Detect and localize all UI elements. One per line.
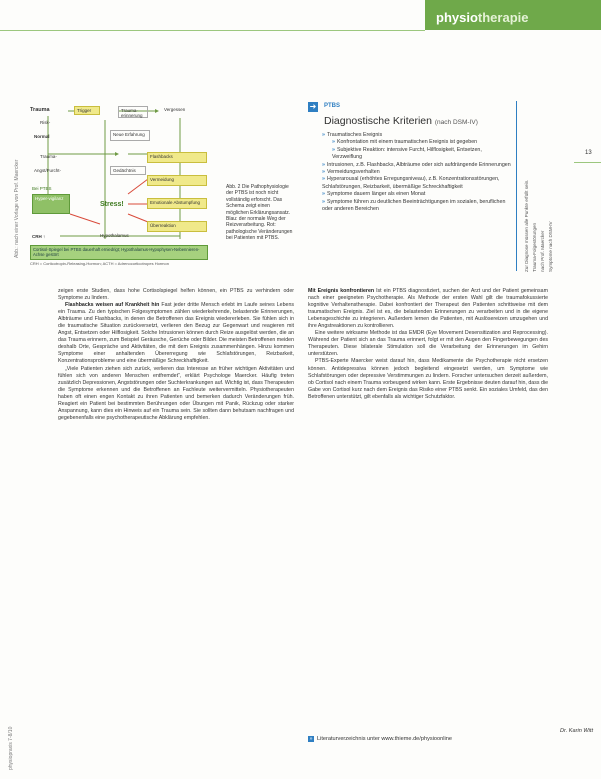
box-ueberreaktion: Überreaktion <box>147 221 207 232</box>
left-column <box>58 288 294 728</box>
bullet-icon: » <box>332 146 335 153</box>
diagram-bottom-bar: Cortisol-Spiegel bei PTBS dauerhaft erniedrigt; Hypothalamus-Hypophysen-Nebennieren-Achse gestört <box>30 245 208 260</box>
criteria-item-text: Symptome dauern länger als einen Monat <box>326 191 426 198</box>
paragraph-text: Fast jeder dritte Mensch erlebt im Laufe seines Lebens ein Trauma. Zu den typischen Folgesymptomen zählen wiederkehrende, belastende Erinnerungen, Albträume und Flashbacks, in denen die Betroffenen das Ereignis wiedererleben. Sie fühlen sich in die traumatische Situation zurückversetzt, verlieren den Bezug zur Gegenwart und reagieren mit Angst, Entsetzen oder Hilflosigkeit. Solche Intrusionen können durch Reize ausgelöst werden, die an das Trauma erinnern, zum Beispiel Geräusche, Gerüche oder Bilder. Die meisten Betroffenen meiden deshalb Orte, Gespräche und Aktivitäten, die mit dem Ereignis zusammenhängen. Hinzu kommen Symptome einer anhaltenden Übererregung wie Schlafstörungen, Reizbarkeit, Konzentrationsprobleme und eine übermäßige Schreckhaftigkeit. <box>58 302 294 365</box>
header-part1: physio <box>436 10 478 25</box>
criteria-item <box>322 147 512 162</box>
ptbs-tag: PTBS <box>324 103 341 109</box>
ptbs-title-text: Diagnostische Kriterien <box>324 115 432 127</box>
ptbs-side-text-1: Zur Diagnose müssen alle Punkte erfüllt sein. <box>524 179 529 272</box>
paragraph <box>308 358 548 400</box>
label-trauma: Trauma <box>30 107 50 113</box>
ptbs-box-rule <box>516 101 517 271</box>
paragraph-text: zeigen erste Studien, dass hohe Cortisolspiegel helfen können, ein PTBS zu verhindern oder Symptome zu lindern. <box>58 288 294 302</box>
label-bp: Bei PTBS <box>32 186 52 191</box>
criteria-item-text: Subjektive Reaktion: intensive Furcht, Hilflosigkeit, Entsetzen, Verzweiflung <box>332 146 482 161</box>
paragraph <box>308 288 548 330</box>
paragraph <box>58 366 294 422</box>
box-trauma-recall: Trauma-erinnerung <box>118 106 148 118</box>
bullet-icon: » <box>322 169 325 176</box>
criteria-item <box>322 132 512 139</box>
criteria-item <box>322 139 512 146</box>
box-vermeidung: Vermeidung <box>147 175 207 186</box>
arrow-icon: ➜ <box>309 102 317 111</box>
box-hypothalamus: Hypothalamus <box>100 233 129 238</box>
left-margin-credit: Abb.: nach einer Vorlage von Prof. Maercker <box>14 159 20 258</box>
criteria-list <box>322 132 512 213</box>
criteria-item <box>322 191 512 198</box>
box-trigger: Trigger <box>74 106 100 115</box>
box-hypervigilanz: Hyper-vigilanz <box>32 194 70 214</box>
bullet-icon: » <box>322 161 325 168</box>
paragraph-text: Ist ein PTBS diagnostiziert, suchen der Arzt und der Patient gemeinsam nach einer geeigneten Psychotherapie. Als Methode der ersten Wahl gilt die traumafokussierte kognitive Verhaltenstherapie. Dabei konfrontiert der Therapeut den Patienten schrittweise mit dem traumatischen Ereignis. Ziel ist es, die belastenden Erinnerungen zu verarbeiten und in die eigene Lebensgeschichte zu integrieren. Außerdem lernen die Patienten, mit Auslösereizen umzugehen und ihre Angstreaktionen zu kontrollieren. <box>308 288 548 330</box>
page-number: 13 <box>585 150 592 156</box>
author-name: Dr. Karin Witt <box>560 728 593 734</box>
box-emotionale-abstumpfung: Emotionale Abstumpfung <box>147 198 207 209</box>
criteria-item-text: Intrusionen, z.B. Flashbacks, Albträume oder sich aufdrängende Erinnerungen <box>326 161 511 168</box>
right-column <box>308 288 548 728</box>
criteria-item-text: Konfrontation mit einem traumatischen Ereignis ist gegeben <box>336 139 478 146</box>
label-risk: Risk- <box>40 120 51 125</box>
pathophysiology-diagram <box>30 104 220 269</box>
criteria-item <box>322 199 512 214</box>
bullet-icon: » <box>322 176 325 183</box>
criteria-item <box>322 176 512 191</box>
paragraph-text: „Viele Patienten ziehen sich zurück, verlieren das Interesse an früher wichtigen Aktivitäten und fühlen sich von anderen Menschen entfremdet“, erklärt Psychologe Maercker. Häufig treten zusätzlich Depressionen, Angststörungen oder Suchterkrankungen auf. Wichtig ist, dass Therapeuten die Symptome erkennen und die Betroffenen an Fachleute weitervermitteln. Physiotherapeuten haben oft einen engen Kontakt zu ihren Patienten und bemerken dadurch Veränderungen früh. Reagiert ein Patient bei bestimmten Berührungen oder Übungen mit Panik, Rückzug oder starker Anspannung, kann dies ein Hinweis auf ein Trauma sein. Sie sollten dann behutsam nachfragen und gegebenenfalls eine psychotherapeutische Abklärung empfehlen. <box>58 365 294 421</box>
paragraph-text: Eine weitere wirksame Methode ist das EMDR (Eye Movement Desensitization and Reprocessing). Während der Patient sich an das Trauma erinnert, folgt er mit den Augen den Fingerbewegungen des Therapeuten. Diese bilaterale Stimulation soll die Verarbeitung der Erinnerungen im Gehirn unterstützen. <box>308 330 548 358</box>
link-icon: » <box>309 736 313 742</box>
box-flashbacks: Flashbacks <box>147 152 207 163</box>
criteria-item-text: Hyperarousal (erhöhtes Erregungsniveau), z.B. Konzentrationsstörungen, Schlafstörungen, Reizbarkeit, übermäßige Schreckhaftigkeit <box>322 176 500 190</box>
paragraph-heading: Flashbacks weisen auf Krankheit hin <box>65 302 160 309</box>
ptbs-title-suffix: (nach DSM-IV) <box>434 119 478 126</box>
label-normal: Normal <box>34 134 50 139</box>
ptbs-side-text-4: Symptome nach DSM-IV <box>548 221 553 272</box>
paragraph-text: PTBS-Experte Maercker weist darauf hin, dass Medikamente die Psychotherapie nicht ersetzen können. Antidepressiva können jedoch begleitend eingesetzt werden, um Symptome wie Schlafstörungen oder depressive Verstimmungen zu lindern. Forscher untersuchen derzeit außerdem, ob Cortisol nach einem Trauma vorbeugend wirken kann. Erste Ergebnisse deuten darauf hin, dass die Gabe von Cortisol kurz nach dem Ereignis das Risiko einer PTBS senkt. Ein soziales Umfeld, das den Betroffenen unterstützt, gilt ebenfalls als wichtiger Schutzfaktor. <box>308 358 548 400</box>
footer-link[interactable] <box>308 736 452 742</box>
ptbs-criteria-box <box>308 101 513 271</box>
criteria-item <box>322 169 512 176</box>
diagram-caption: Abb. 2 Die Pathophysiologie der PTBS ist noch nicht vollständig erforscht. Das Schema zeigt einen möglichen Erklärungsansatz. Blau: der normale Weg der Reizverarbeitung. Rot: pathologische Veränderungen bei Patienten mit PTBS. <box>226 184 293 242</box>
criteria-item <box>322 162 512 169</box>
box-vergessen: Vergessen <box>164 107 186 112</box>
paragraph-heading: Mit Ereignis konfrontieren <box>308 288 375 294</box>
footer-link-text: Literaturverzeichnis unter www.thieme.de/physioonline <box>317 736 452 742</box>
criteria-item-text: Symptome führen zu deutlichen Beeinträchtigungen im sozialen, beruflichen oder anderen Bereichen <box>322 198 506 213</box>
criteria-item-text: Traumatisches Ereignis <box>326 132 383 138</box>
box-neue-erfahrung: Neue Erfahrung <box>110 130 150 141</box>
header-part2: therapie <box>477 10 529 25</box>
label-trauma-reaction: Trauma- <box>40 154 57 159</box>
header-rule <box>0 30 425 31</box>
section-header <box>425 0 601 30</box>
criteria-item-text: Vermeidungsverhalten <box>326 169 380 176</box>
bullet-icon: » <box>322 132 325 138</box>
page-number-rule <box>574 162 601 163</box>
label-angst: Angst/Furcht- <box>34 168 62 173</box>
label-crh: CRH ↑ <box>32 234 46 239</box>
paragraph <box>58 302 294 365</box>
label-stress: Stress! <box>100 201 124 208</box>
bullet-icon: » <box>322 198 325 205</box>
ptbs-side-text-3: nach Prof. Maercker <box>540 230 545 272</box>
ptbs-title <box>324 115 478 127</box>
box-gedaechtnis: Gedächtnis <box>110 166 146 175</box>
bullet-icon: » <box>322 191 325 198</box>
ptbs-side-text-2: Trauma-Folgestörungen <box>532 222 537 272</box>
paragraph <box>58 288 294 302</box>
bullet-icon: » <box>332 139 335 146</box>
bottom-margin-journal: physiopraxis 7-8/10 <box>8 726 14 770</box>
diagram-footnote: CRH = Corticotropin-Releasing-Hormon; ACTH = Adrenocorticotropes Hormon <box>30 261 169 266</box>
paragraph <box>308 330 548 358</box>
